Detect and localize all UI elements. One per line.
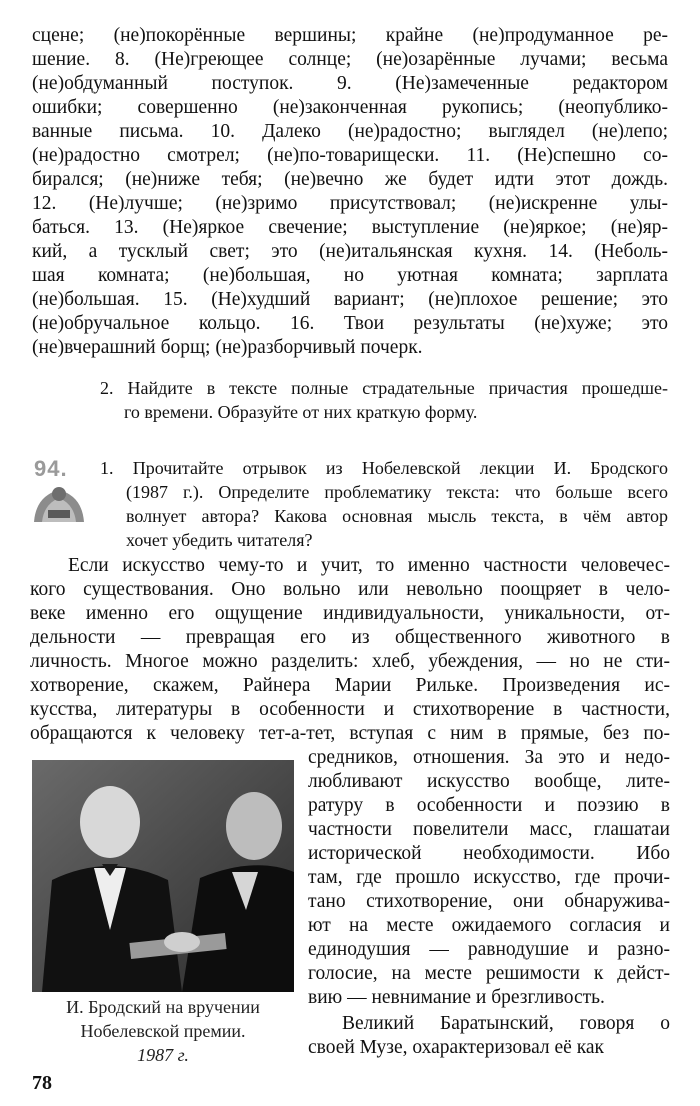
text-line: сцене; (не)покорённые вершины; крайне (не)продуманное ре- (32, 25, 668, 46)
text-line: бирался; (не)ниже тебя; (не)вечно же будет идти этот дождь. (32, 169, 668, 190)
text-line: Великий Баратынский, говоря о (342, 1013, 670, 1034)
text-line: частности повелители масс, глашатаи (308, 819, 670, 840)
task-line: (1987 г.). Определите проблематику текста: что больше всего (126, 482, 668, 502)
task-line: 1. Прочитайте отрывок из Нобелевской лекции И. Бродского (100, 458, 668, 478)
text-line: своей Музе, охарактеризовал её как (308, 1037, 605, 1058)
page-number: 78 (32, 1072, 52, 1094)
text-line: веке именно его ощущение индивидуальности, уникальности, от- (30, 603, 670, 624)
text-line: единодушия — равнодушие и разно- (308, 939, 670, 960)
text-line: ют на месте ожидаемого согласия и (308, 915, 670, 936)
text-line: дельности — превращая его из общественного животного в (30, 627, 670, 648)
task-line: го времени. Образуйте от них краткую форму. (124, 402, 478, 422)
text-line: 12. (Не)лучше; (не)зримо присутствовал; (не)искренне улы- (32, 193, 668, 214)
text-line: кусства, литературы в особенности и стихотворение в частности, (30, 699, 670, 720)
text-line: (не)вчерашний борщ; (не)разборчивый почерк. (32, 337, 423, 358)
text-line: обращаются к человеку тет-а-тет, вступая с ним в прямые, без по- (30, 723, 670, 744)
reading-person-icon (30, 482, 88, 524)
brodsky-nobel-photo (32, 760, 294, 992)
text-line: (не)большая. 15. (Не)худший вариант; (не)плохое решение; это (32, 289, 668, 310)
text-line: шение. 8. (Не)греющее солнце; (не)озарённые лучами; весьма (32, 49, 668, 70)
text-line: средников, отношения. За это и недо- (308, 747, 670, 768)
text-line: (не)радостно смотрел; (не)по-товарищески. 11. (Не)спешно со- (32, 145, 668, 166)
exercise-number: 94. (34, 456, 68, 481)
text-line: там, где прошло искусство, где прочи- (308, 867, 670, 888)
task-line: 2. Найдите в тексте полные страдательные причастия прошедше- (100, 378, 668, 398)
text-line: вию — невнимание и брезгливость. (308, 987, 605, 1008)
photo-caption-year: 1987 г. (137, 1045, 189, 1065)
text-line: Если искусство чему-то и учит, то именно частности человечес- (68, 555, 670, 576)
text-line: кий, а тусклый свет; это (не)итальянская кухня. 14. (Неболь- (32, 241, 668, 262)
task-line: хочет убедить читателя? (126, 530, 313, 550)
text-line: тано стихотворение, они обнаружива- (308, 891, 670, 912)
text-line: ошибки; совершенно (не)законченная рукопись; (неопублико- (32, 97, 668, 118)
photo-caption: И. Бродский на вручении (66, 997, 260, 1017)
text-line: исторической необходимости. Ибо (308, 843, 670, 864)
text-line: (не)обдуманный поступок. 9. (Не)замеченные редактором (32, 73, 668, 94)
text-line: голосие, на месте решимости к дейст- (308, 963, 670, 984)
text-line: ратуру в особенности и поэзию в (308, 795, 670, 816)
text-line: шая комната; (не)большая, но уютная комната; зарплата (32, 265, 668, 286)
text-line: любливают искусство вообще, лите- (308, 771, 670, 792)
text-line: личность. Многое можно разделить: хлеб, убеждения, — но не сти- (30, 651, 670, 672)
photo-caption: Нобелевской премии. (80, 1021, 246, 1041)
text-line: кого существования. Оно вольно или невольно поощряет в чело- (30, 579, 670, 600)
text-line: (не)обручальное кольцо. 16. Твои результаты (не)хуже; это (32, 313, 668, 334)
text-line: баться. 13. (Не)яркое свечение; выступление (не)яркое; (не)яр- (32, 217, 668, 238)
task-line: волнует автора? Какова основная мысль текста, в чём автор (126, 506, 668, 526)
text-line: хотворение, скажем, Райнера Марии Рильке. Произведения ис- (30, 675, 670, 696)
text-line: ванные письма. 10. Далеко (не)радостно; выглядел (не)лепо; (32, 121, 668, 142)
